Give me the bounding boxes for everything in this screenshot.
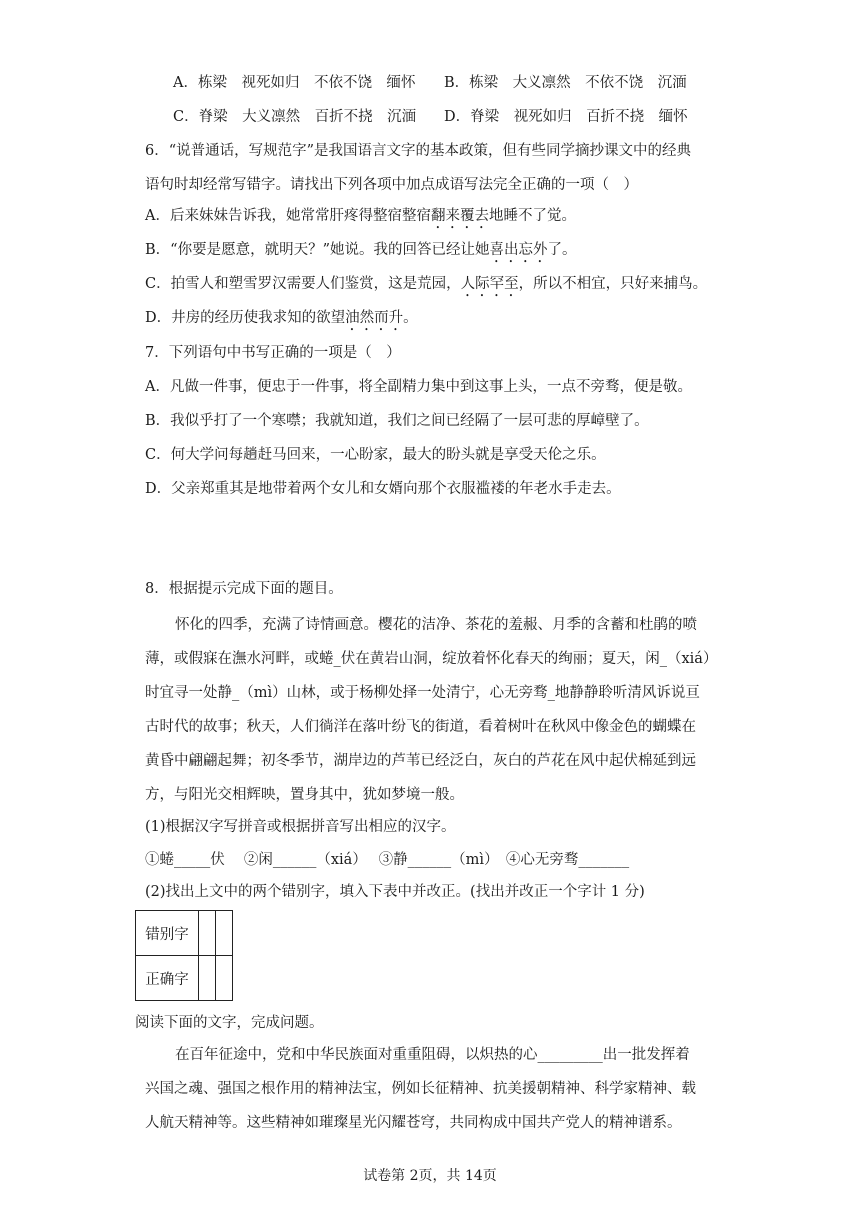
q7-stem: 7．下列语句中书写正确的一项是（ ） [145, 345, 401, 361]
q8-blanks: ①蜷_____伏 ②闲______（xiá） ③静______（mì） ④心无旁骛_______ [145, 852, 630, 868]
q5-option-c: C．脊梁 大义凛然 百折不挠 沉湎 [173, 109, 417, 125]
answer-cell[interactable] [199, 956, 216, 1001]
q6-option-d: D．井房的经历使我求知的欲望油然而升。 [145, 310, 418, 326]
q8-passage-line: 怀化的四季，充满了诗情画意。樱花的洁净、茶花的羞赧、月季的含蓄和杜鹃的喷 [175, 617, 697, 633]
q8-stem: 8．根据提示完成下面的题目。 [145, 581, 343, 597]
dotted-idiom: 翻来覆去 [430, 208, 489, 224]
q8-passage-line: 方，与阳光交相辉映，置身其中，犹如梦境一般。 [145, 787, 464, 803]
q5-option-d: D．脊梁 视死如归 百折不挠 缅怀 [444, 109, 688, 125]
page-footer: 试卷第 2页，共 14页 [363, 1168, 497, 1184]
q7-option-a: A．凡做一件事，便忠于一件事，将全副精力集中到这事上头，一点不旁骛，便是敬。 [145, 379, 692, 395]
answer-cell[interactable] [199, 911, 216, 956]
dotted-idiom: 油然而升 [345, 310, 404, 326]
q6-stem-line2: 语句时却经常写错字。请找出下列各项中加点成语写法完全正确的一项（ ） [145, 177, 638, 193]
q7-option-d: D．父亲郑重其是地带着两个女儿和女婿向那个衣服褴褛的年老水手走去。 [145, 481, 621, 497]
answer-cell[interactable] [216, 911, 233, 956]
q6-option-c: C．拍雪人和塑雪罗汉需要人们鉴赏，这是荒园，人际罕至，所以不相宜，只好来捕鸟。 [145, 276, 708, 292]
table-label-wrong: 错别字 [136, 911, 199, 956]
answer-cell[interactable] [216, 956, 233, 1001]
reading-passage-line: 人航天精神等。这些精神如璀璨星光闪耀苍穹，共同构成中国共产党人的精神谱系。 [145, 1115, 682, 1131]
q5-option-a: A．栋梁 视死如归 不依不饶 缅怀 [173, 75, 416, 91]
q8-passage-line: 古时代的故事；秋天，人们徜洋在落叶纷飞的街道，看着树叶在秋风中像金色的蝴蝶在 [145, 719, 696, 735]
q8-passage-line: 黄昏中翩翩起舞；初冬季节，湖岸边的芦苇已经泛白，灰白的芦花在风中起伏棉延到远 [145, 753, 696, 769]
q6-stem-line1: 6．“说普通话，写规范字”是我国语言文字的基本政策，但有些同学摘抄课文中的经典 [145, 143, 692, 159]
q6-option-b: B．“你要是愿意，就明天？”她说。我的回答已经让她喜出忘外了。 [145, 242, 577, 258]
table-row [136, 956, 233, 1001]
reading-passage-line: 在百年征途中，党和中华民族面对重重阻碍，以炽热的心_________出一批发挥着 [175, 1047, 690, 1063]
q8-passage-line: 薄，或假寐在潕水河畔，或蜷_伏在黄岩山洞，绽放着怀化春天的绚丽；夏天，闲_（xiá） [145, 651, 718, 667]
q7-option-b: B．我似乎打了一个寒噤；我就知道，我们之间已经隔了一层可悲的厚嶂壁了。 [145, 413, 649, 429]
reading-intro: 阅读下面的文字，完成问题。 [135, 1015, 324, 1031]
dotted-idiom: 喜出忘外 [489, 242, 548, 258]
table-label-correct: 正确字 [136, 956, 199, 1001]
dotted-idiom: 人际罕至 [460, 276, 519, 292]
reading-passage-line: 兴国之魂、强国之根作用的精神法宝，例如长征精神、抗美援朝精神、科学家精神、载 [145, 1081, 696, 1097]
table-row [136, 911, 233, 956]
q7-option-c: C．何大学问每趟赶马回来，一心盼家，最大的盼头就是享受天伦之乐。 [145, 447, 606, 463]
correction-table [135, 910, 233, 1001]
q8-sub-question-2: (2)找出上文中的两个错别字，填入下表中并改正。(找出并改正一个字计 1 分) [145, 884, 645, 900]
q5-option-b: B．栋梁 大义凛然 不依不饶 沉湎 [444, 75, 687, 91]
q6-option-a: A．后来妹妹告诉我，她常常肝疼得整宿整宿翻来覆去地睡不了觉。 [145, 208, 576, 224]
q8-sub-question-1: (1)根据汉字写拼音或根据拼音写出相应的汉字。 [145, 819, 456, 835]
q8-passage-line: 时宜寻一处静_（mì）山林，或于杨柳处择一处清宁，心无旁骛_地静静聆听清风诉说亘 [145, 685, 700, 701]
